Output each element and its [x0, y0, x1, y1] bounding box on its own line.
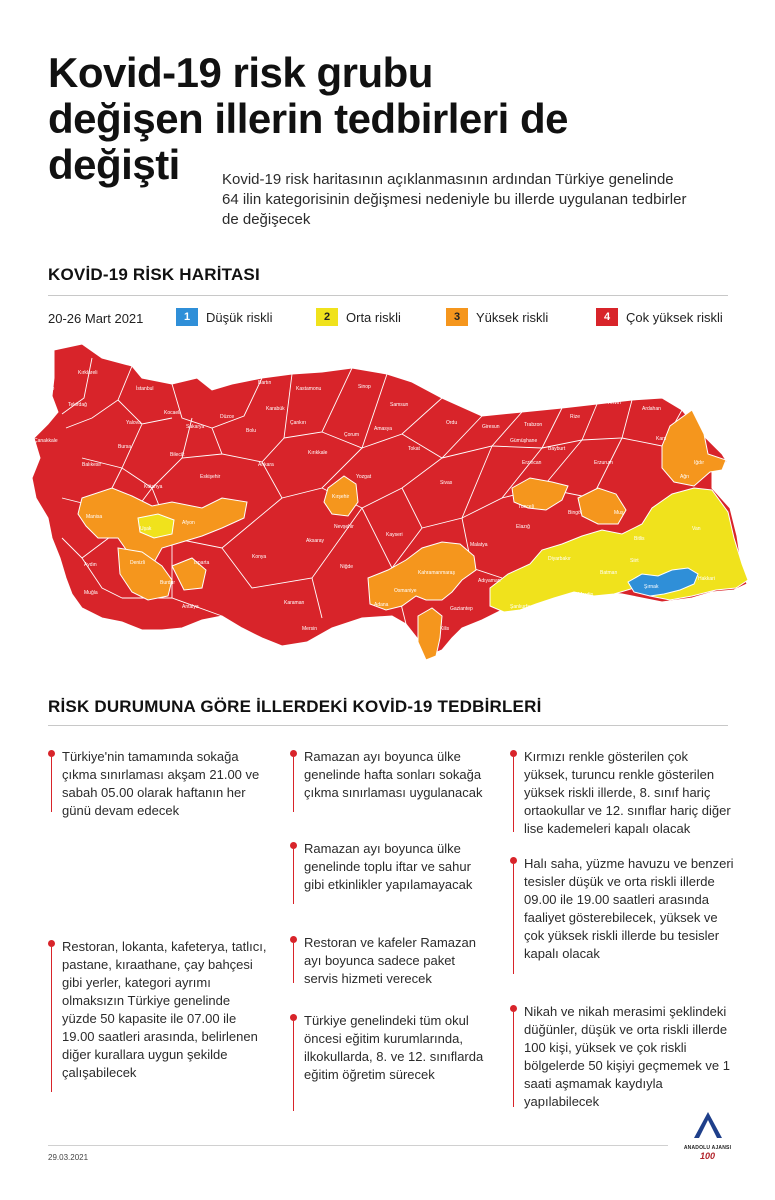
- label-gumushane: Gümüşhane: [510, 438, 538, 444]
- legend-label-high: Yüksek riskli: [476, 309, 549, 325]
- measures-column-2: [290, 748, 490, 1084]
- measure-item: [48, 748, 268, 938]
- legend-label-low: Düşük riskli: [206, 309, 273, 325]
- label-bilecik: Bilecik: [170, 452, 185, 458]
- measure-item: [290, 1012, 490, 1084]
- label-erzincan: Erzincan: [522, 460, 542, 466]
- label-kayseri: Kayseri: [386, 532, 403, 538]
- label-manisa: Manisa: [86, 514, 103, 520]
- measure-text: Türkiye'nin tamamında sokağa çıkma sınırlaması akşam 21.00 ve sabah 05.00 olarak haftanın her günü devam edecek: [62, 749, 260, 818]
- label-istanbul: İstanbul: [136, 386, 154, 392]
- measures-section-title: RİSK DURUMUNA GÖRE İLLERDEKİ KOVİD-19 TEDBİRLERİ: [48, 697, 542, 716]
- bullet-dot: [510, 1005, 517, 1012]
- label-amasya: Amasya: [374, 426, 393, 432]
- label-tokat: Tokat: [408, 446, 420, 452]
- label-sanliurfa: Şanlıurfa: [510, 604, 531, 610]
- label-bolu: Bolu: [246, 428, 257, 434]
- legend-item-medium: [316, 308, 401, 326]
- measure-text: Ramazan ayı boyunca ülke genelinde hafta sonları sokağa çıkma sınırlaması uygulanacak: [304, 749, 483, 800]
- legend-label-medium: Orta riskli: [346, 309, 401, 325]
- anadolu-ajansi-logo: [680, 1110, 735, 1168]
- label-sinop: Sinop: [358, 384, 371, 390]
- label-mardin: Mardin: [578, 592, 594, 598]
- label-karaman: Karaman: [284, 600, 305, 606]
- measure-item: [290, 748, 490, 840]
- label-igdir: Iğdır: [694, 460, 705, 466]
- label-artvin: Artvin: [608, 400, 621, 406]
- legend-swatch-high: 3: [446, 308, 468, 326]
- label-osmaniye: Osmaniye: [394, 588, 417, 594]
- bullet-line: [293, 757, 294, 812]
- label-yalova: Yalova: [126, 420, 141, 426]
- legend-date: 20-26 Mart 2021: [48, 311, 144, 326]
- label-kars: Kars: [656, 436, 667, 442]
- measure-item: [510, 1003, 735, 1111]
- label-giresun: Giresun: [482, 424, 500, 430]
- label-hatay: Hatay: [404, 642, 418, 648]
- logo-text: ANADOLU AJANSI: [683, 1145, 732, 1151]
- label-rize: Rize: [570, 414, 581, 420]
- legend: [48, 308, 738, 328]
- legend-swatch-very-high: 4: [596, 308, 618, 326]
- label-van: Van: [692, 526, 701, 532]
- province-hatay: [418, 608, 442, 660]
- bullet-line: [51, 757, 52, 812]
- label-mersin: Mersin: [302, 626, 318, 632]
- label-balikesir: Balıkesir: [82, 462, 102, 468]
- label-mugla: Muğla: [84, 590, 98, 596]
- label-kastamonu: Kastamonu: [296, 386, 322, 392]
- legend-item-high: [446, 308, 548, 326]
- measure-text: Restoran, lokanta, kafeterya, tatlıcı, pastane, kıraathane, çay bahçesi gibi yerler, kategori ayrımı olmaksızın Türkiye genelinde yüzde 50 kapasite ile 07.00 ile 19.00 saatleri arasında, belirlenen diğer kurallara uygun şekilde çalışabilecek: [62, 939, 267, 1080]
- bullet-line: [51, 947, 52, 1092]
- bullet-dot: [290, 842, 297, 849]
- label-gaziantep: Gaziantep: [450, 606, 473, 612]
- label-cankiri: Çankırı: [290, 420, 307, 426]
- label-malatya: Malatya: [470, 542, 488, 548]
- subtitle: Kovid-19 risk haritasının açıklanmasının ardından Türkiye genelinde 64 ilin kategorisinin değişmesi nedeniyle bu illerde uygulanan tedbirler de değişecek: [222, 171, 687, 228]
- title-line-3: değişti: [48, 141, 180, 188]
- measure-item: [510, 855, 735, 1003]
- label-bingol: Bingöl: [568, 510, 582, 516]
- label-bursa: Bursa: [118, 444, 132, 450]
- bullet-line: [513, 757, 514, 832]
- label-adana: Adana: [374, 602, 389, 608]
- label-ardahan: Ardahan: [642, 406, 661, 412]
- label-samsun: Samsun: [390, 402, 409, 408]
- legend-label-very-high: Çok yüksek riskli: [626, 309, 723, 325]
- bullet-line: [293, 1021, 294, 1111]
- label-bitlis: Bitlis: [634, 536, 645, 542]
- measure-text: Ramazan ayı boyunca ülke genelinde toplu iftar ve sahur gibi etkinlikler yapılamayacak: [304, 841, 473, 892]
- label-burdur: Burdur: [160, 580, 176, 586]
- label-bayburt: Bayburt: [548, 446, 566, 452]
- bullet-line: [293, 849, 294, 904]
- label-kirsehir: Kırşehir: [332, 494, 350, 500]
- logo-anniversary: 100: [699, 1151, 716, 1161]
- label-duzce: Düzce: [220, 414, 235, 420]
- label-batman: Batman: [600, 570, 618, 576]
- label-kilis: Kilis: [440, 626, 450, 632]
- label-aydin: Aydın: [84, 562, 97, 568]
- label-usak: Uşak: [140, 526, 152, 532]
- label-konya: Konya: [252, 554, 267, 560]
- label-izmir: İzmir: [40, 532, 51, 538]
- label-bartin: Bartın: [258, 380, 272, 386]
- bullet-dot: [290, 1014, 297, 1021]
- label-nevsehir: Nevşehir: [334, 524, 354, 530]
- measure-text: Kırmızı renkle gösterilen çok yüksek, turuncu renkle gösterilen yüksek riskli illerde, 8. sınıf hariç ortaokullar ve 12. sınıflar hariç diğer lise kademeleri kapalı olacak: [524, 749, 731, 836]
- label-siirt: Siirt: [630, 558, 639, 564]
- label-corum: Çorum: [344, 432, 360, 438]
- bullet-line: [293, 943, 294, 983]
- legend-item-low: [176, 308, 272, 326]
- measures-section-rule: [48, 725, 728, 726]
- label-isparta: Isparta: [194, 560, 210, 566]
- label-nigde: Niğde: [340, 564, 354, 570]
- label-tekirdag: Tekirdağ: [68, 402, 87, 408]
- label-yozgat: Yozgat: [356, 474, 372, 480]
- bullet-line: [513, 1012, 514, 1107]
- bullet-dot: [48, 940, 55, 947]
- label-afyon: Afyon: [182, 520, 195, 526]
- label-kirikkale: Kırıkkale: [308, 450, 328, 456]
- measure-item: [48, 938, 268, 1082]
- label-diyarbakir: Diyarbakır: [548, 556, 571, 562]
- measure-text: Nikah ve nikah merasimi şeklindeki düğünler, düşük ve orta riskli illerde 100 kişi, yüksek ve çok riskli bölgelerde 50 kişiyi geçmemek ve 1 saati aşmamak kaydıyla yapılabilecek: [524, 1004, 730, 1109]
- label-agri: Ağrı: [680, 474, 690, 480]
- map-section-title: KOVİD-19 RİSK HARİTASI: [48, 265, 260, 284]
- measures-column-1: [48, 748, 268, 1082]
- legend-swatch-low: 1: [176, 308, 198, 326]
- measure-text: Halı saha, yüzme havuzu ve benzeri tesisler düşük ve orta riskli illerde 09.00 ile 19.00 saatleri arasında faaliyet gösterebilecek, yüksek ve çok yüksek riskli illerde bu tesisler kapalı olacak: [524, 856, 734, 961]
- bullet-dot: [290, 936, 297, 943]
- bullet-dot: [48, 750, 55, 757]
- label-kahramanmaras: Kahramanmaraş: [418, 570, 455, 576]
- legend-item-very-high: [596, 308, 723, 326]
- measure-item: [290, 934, 490, 1012]
- label-trabzon: Trabzon: [524, 422, 543, 428]
- label-hakkari: Hakkari: [698, 576, 715, 582]
- bullet-dot: [290, 750, 297, 757]
- label-sakarya: Sakarya: [186, 424, 205, 430]
- label-canakkale: Çanakkale: [34, 438, 58, 444]
- turkey-risk-map: [22, 338, 757, 668]
- label-aksaray: Aksaray: [306, 538, 325, 544]
- label-edirne: Edirne: [40, 386, 55, 392]
- label-antalya: Antalya: [182, 604, 199, 610]
- bullet-dot: [510, 750, 517, 757]
- page-title: [48, 50, 748, 188]
- title-line-2: değişen illerin tedbirleri de: [48, 95, 568, 142]
- label-eskisehir: Eskişehir: [200, 474, 221, 480]
- label-ankara: Ankara: [258, 462, 274, 468]
- label-kutahya: Kütahya: [144, 484, 163, 490]
- measure-item: [510, 748, 735, 855]
- label-erzurum: Erzurum: [594, 460, 613, 466]
- label-mus: Muş: [614, 510, 624, 516]
- map-section-rule: [48, 295, 728, 296]
- label-adiyaman: Adıyaman: [478, 578, 501, 584]
- aa-logo-icon: [691, 1110, 725, 1140]
- label-kirklareli: Kırklareli: [78, 370, 98, 376]
- label-ordu: Ordu: [446, 420, 458, 426]
- bullet-dot: [510, 857, 517, 864]
- measure-text: Restoran ve kafeler Ramazan ayı boyunca sadece paket servis hizmeti verecek: [304, 935, 476, 986]
- label-kocaeli: Kocaeli: [164, 410, 181, 416]
- label-karabuk: Karabük: [266, 406, 285, 412]
- footer-rule: [48, 1145, 668, 1146]
- label-denizli: Denizli: [130, 560, 146, 566]
- measure-item: [290, 840, 490, 934]
- label-elazig: Elazığ: [516, 524, 530, 530]
- measures-column-3: [510, 748, 735, 1111]
- label-sivas: Sivas: [440, 480, 453, 486]
- bullet-line: [513, 864, 514, 974]
- label-tunceli: Tunceli: [518, 504, 534, 510]
- measure-text: Türkiye genelindeki tüm okul öncesi eğitim kurumlarında, ilkokullarda, 8. ve 12. sınıflarda eğitim öğretim sürecek: [304, 1013, 484, 1082]
- legend-swatch-medium: 2: [316, 308, 338, 326]
- title-line-1: Kovid-19 risk grubu: [48, 49, 433, 96]
- footer-date: 29.03.2021: [48, 1153, 89, 1162]
- label-sirnak: Şırnak: [644, 584, 659, 590]
